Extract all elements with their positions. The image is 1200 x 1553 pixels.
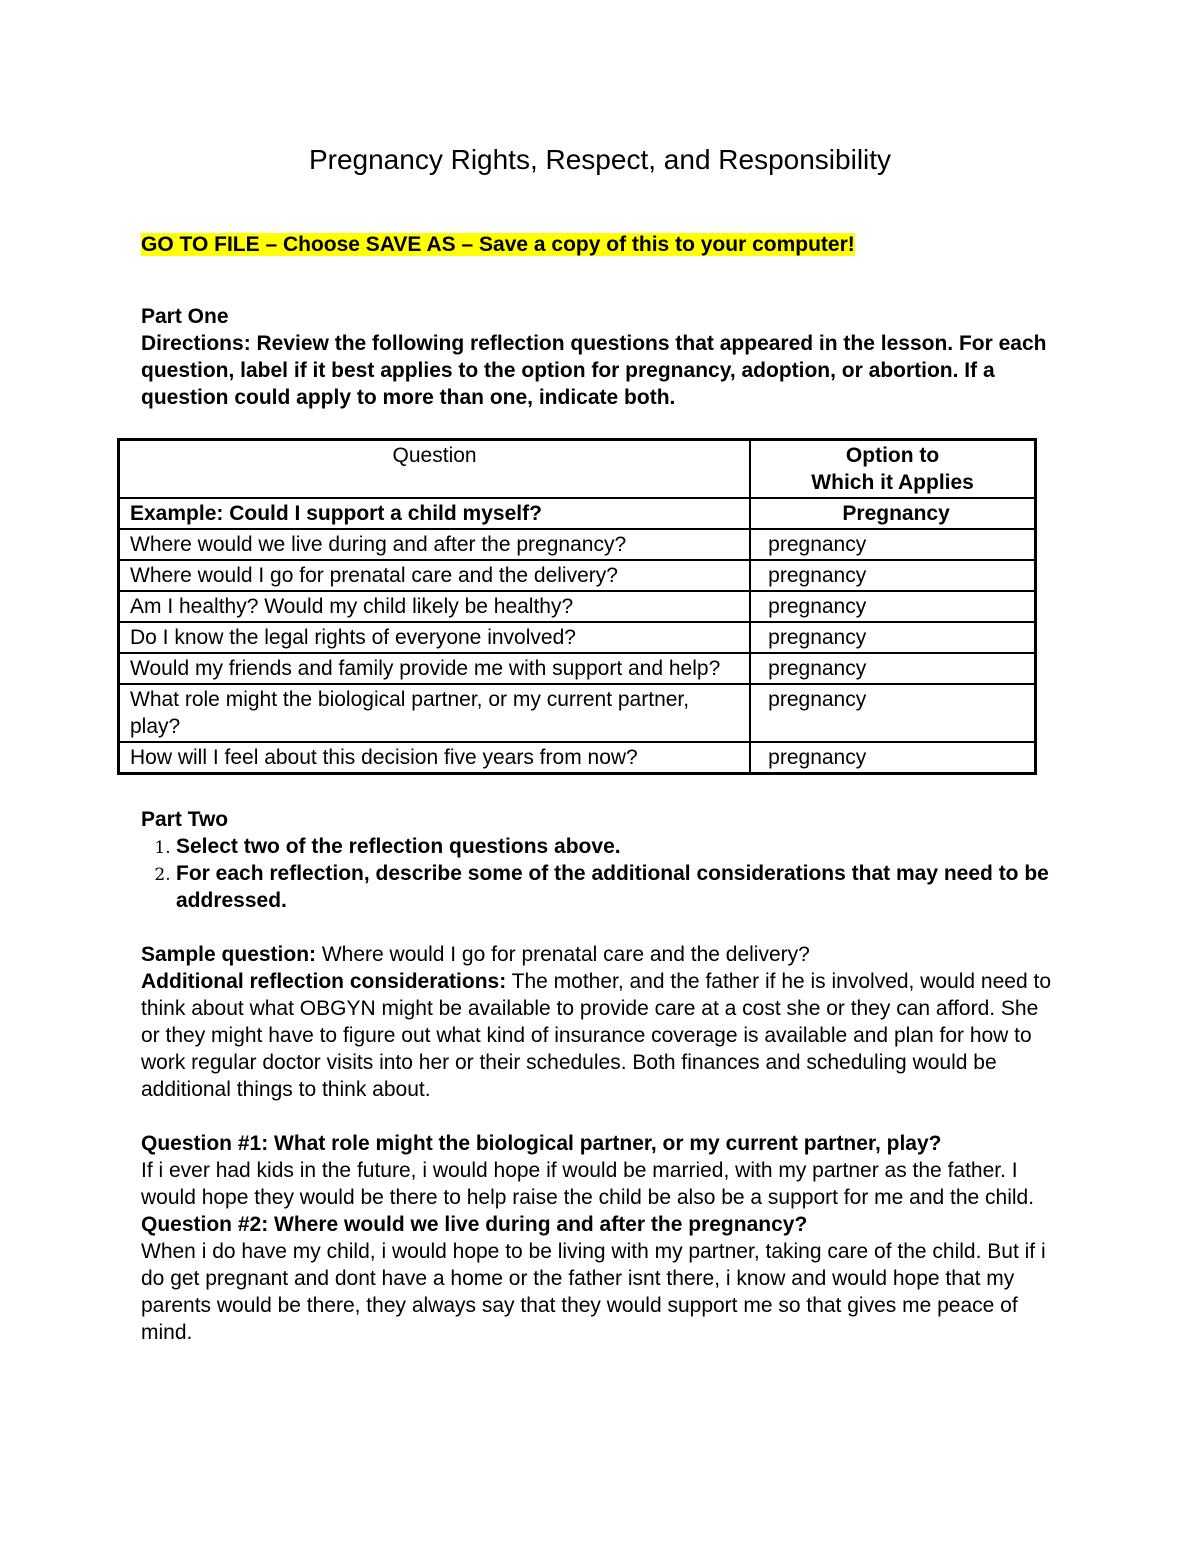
table-row — [119, 684, 1036, 742]
question2-answer[interactable]: When i do have my child, i would hope to be living with my partner, taking care of the child. But if i do get pregnant and dont have a home or the father isnt there, i know and would hope that my parents would be there, they always say that they would support me so that gives me peace of mind. — [141, 1240, 1046, 1344]
part-one-heading: Part One — [141, 305, 229, 328]
question1-answer[interactable]: If i ever had kids in the future, i would hope if would be married, with my partner as the father. I would hope they would be there to help raise the child be also be a support for me and the child. — [141, 1159, 1035, 1209]
sample-question-label: Sample question: — [141, 943, 317, 966]
row-answer[interactable]: pregnancy — [750, 529, 1035, 560]
part-two-section — [141, 806, 1071, 914]
sample-considerations-label: Additional reflection considerations: — [141, 970, 507, 993]
answers-section — [141, 941, 1056, 1346]
part-one-directions: Directions: Review the following reflection questions that appeared in the lesson. For each question, label if it best applies to the option for pregnancy, adoption, or abortion. If a question could apply to more than one, indicate both. — [141, 332, 1047, 409]
table-row — [119, 653, 1036, 684]
part-two-step: 1. Select two of the reflection questions above. — [176, 833, 1071, 860]
example-row — [119, 498, 1036, 529]
row-question: Am I healthy? Would my child likely be healthy? — [119, 591, 751, 622]
header-question: Question — [119, 440, 751, 499]
row-question: Do I know the legal rights of everyone involved? — [119, 622, 751, 653]
sample-considerations — [141, 968, 1056, 1103]
sample-considerations-text: The mother, and the father if he is involved, would need to think about what OBGYN might be available to provide care at a cost she or they can afford. She or they might have to figure out what kind of insurance coverage is available and plan for how to work regular doctor visits into her or their schedules. Both finances and scheduling would be additional things to think about. — [141, 970, 1051, 1101]
row-question: What role might the biological partner, or my current partner, play? — [119, 684, 751, 742]
table-row — [119, 591, 1036, 622]
table-row — [119, 529, 1036, 560]
save-notice-text: GO TO FILE – Choose SAVE AS – Save a copy of this to your computer! — [141, 233, 855, 256]
header-option-line1: Option to — [845, 444, 940, 467]
table-header-row — [119, 440, 1036, 499]
page-title: Pregnancy Rights, Respect, and Responsibility — [308, 144, 892, 175]
row-question: Where would we live during and after the pregnancy? — [119, 529, 751, 560]
part-two-step: 2. For each reflection, describe some of the additional considerations that may need to be addressed. — [176, 860, 1071, 914]
header-option — [750, 440, 1035, 499]
table-row — [119, 560, 1036, 591]
table-row — [119, 742, 1036, 774]
row-answer[interactable]: pregnancy — [750, 653, 1035, 684]
row-question: Would my friends and family provide me with support and help? — [119, 653, 751, 684]
row-question: How will I feel about this decision five years from now? — [119, 742, 751, 774]
row-answer[interactable]: pregnancy — [750, 684, 1035, 742]
example-answer: Pregnancy — [750, 498, 1035, 529]
question1-label: Question #1: What role might the biological partner, or my current partner, play? — [141, 1132, 942, 1155]
reflection-table — [117, 438, 1037, 775]
row-question: Where would I go for prenatal care and the delivery? — [119, 560, 751, 591]
row-answer[interactable]: pregnancy — [750, 591, 1035, 622]
part-one-section — [141, 303, 1071, 411]
part-two-steps — [141, 833, 1071, 914]
sample-question-text: Where would I go for prenatal care and the delivery? — [316, 943, 810, 966]
row-answer[interactable]: pregnancy — [750, 622, 1035, 653]
table-row — [119, 622, 1036, 653]
row-answer[interactable]: pregnancy — [750, 560, 1035, 591]
save-notice — [141, 230, 855, 260]
question2-label: Question #2: Where would we live during and after the pregnancy? — [141, 1213, 808, 1236]
sample-question — [141, 941, 1056, 968]
row-answer[interactable]: pregnancy — [750, 742, 1035, 774]
part-two-heading: Part Two — [141, 808, 229, 831]
header-option-line2: Which it Applies — [811, 471, 974, 494]
example-question: Example: Could I support a child myself? — [119, 498, 751, 529]
